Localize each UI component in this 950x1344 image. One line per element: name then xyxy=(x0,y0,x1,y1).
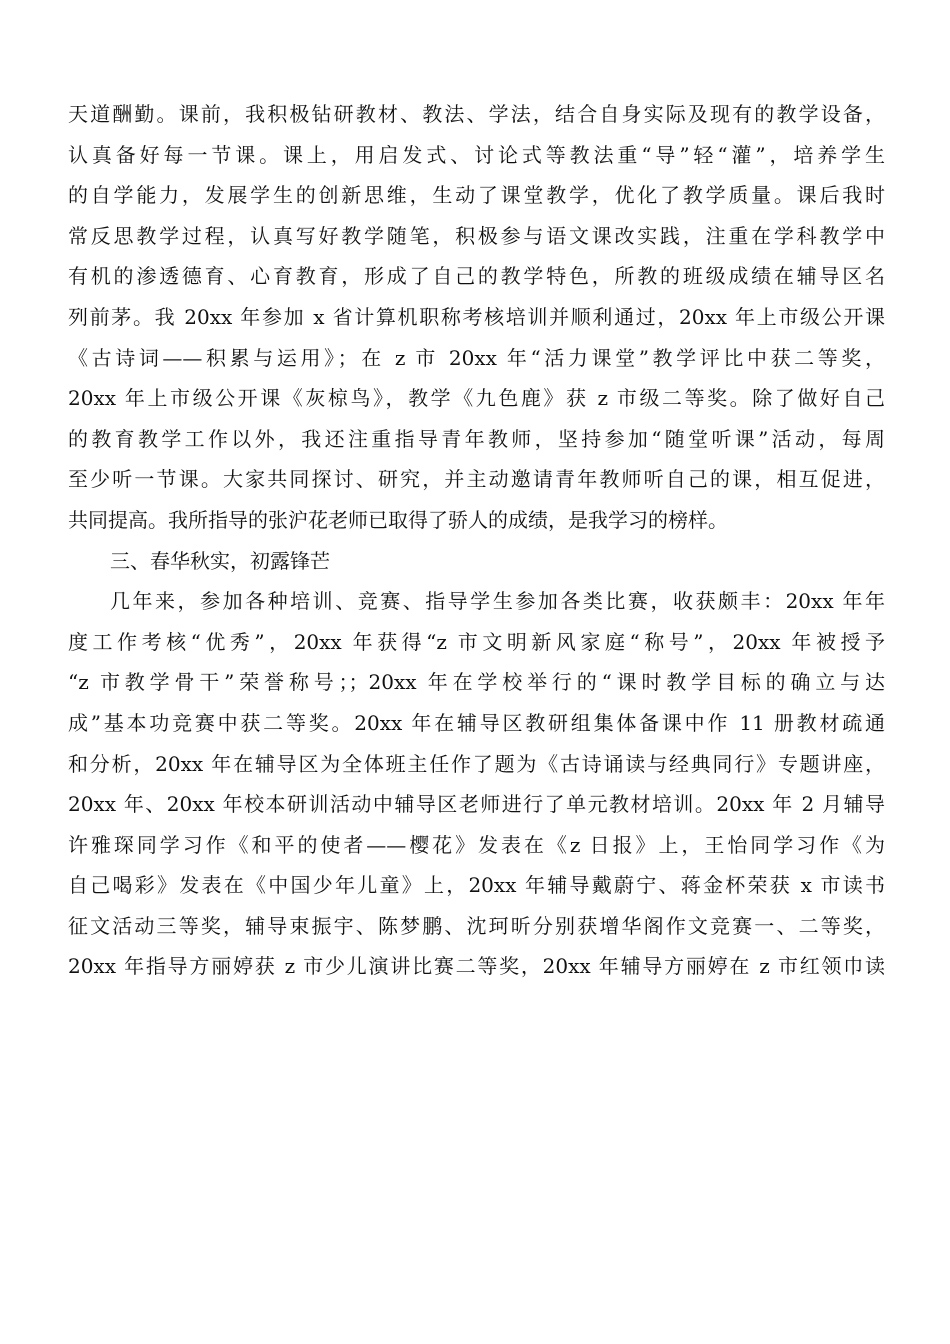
paragraph-2-line: 自己喝彩》发表在《中国少年儿童》上，20xx 年辅导戴蔚宁、蒋金杯荣获 x 市读书 xyxy=(68,873,885,898)
paragraph-1-line: 至少听一节课。大家共同探讨、研究，并主动邀请青年教师听自己的课，相互促进， xyxy=(68,467,885,492)
paragraph-1-line: 天道酬勤。课前，我积极钻研教材、教法、学法，结合自身实际及现有的教学设备， xyxy=(68,102,885,126)
paragraph-1-line: 常反思教学过程，认真写好教学随笔，积极参与语文课改实践，注重在学科教学中 xyxy=(68,223,885,248)
paragraph-1-line: 的自学能力，发展学生的创新思维，生动了课堂教学，优化了教学质量。课后我时 xyxy=(68,183,885,208)
paragraph-1-line: 《古诗词——积累与运用》；在 z 市 20xx 年“活力课堂”教学评比中获二等奖， xyxy=(68,345,885,370)
paragraph-2-line: 许雅琛同学习作《和平的使者——樱花》发表在《z 日报》上，王怡同学习作《为 xyxy=(68,832,885,857)
paragraph-1-line: 20xx 年上市级公开课《灰椋鸟》，教学《九色鹿》获 z 市级二等奖。除了做好自己 xyxy=(68,386,885,411)
paragraph-1-line: 认真备好每一节课。课上，用启发式、讨论式等教法重“导”轻“灌”，培养学生 xyxy=(68,142,885,167)
paragraph-2-line: 度工作考核“优秀”，20xx 年获得“z 市文明新风家庭“称号”，20xx 年被授予 xyxy=(68,629,885,654)
paragraph-2-line: 几年来，参加各种培训、竞赛、指导学生参加各类比赛，收获颇丰：20xx 年年 xyxy=(110,589,885,614)
paragraph-2-line: 20xx 年指导方丽婷获 z 市少儿演讲比赛二等奖，20xx 年辅导方丽婷在 z 市红领巾读 xyxy=(68,954,885,979)
paragraph-2-line: 征文活动三等奖，辅导束振宇、陈梦鹏、沈珂昕分别获增华阁作文竞赛一、二等奖， xyxy=(68,913,885,938)
paragraph-2-line: 和分析，20xx 年在辅导区为全体班主任作了题为《古诗诵读与经典同行》专题讲座， xyxy=(68,751,885,776)
paragraph-1-line: 的教育教学工作以外，我还注重指导青年教师，坚持参加“随堂听课”活动，每周 xyxy=(68,426,885,451)
paragraph-1-line: 共同提高。我所指导的张沪花老师已取得了骄人的成绩，是我学习的榜样。 xyxy=(68,507,728,532)
paragraph-2-line: 20xx 年、20xx 年校本研训活动中辅导区老师进行了单元教材培训。20xx 年 2 月辅导 xyxy=(68,792,885,817)
paragraph-1-line: 有机的渗透德育、心育教育，形成了自己的教学特色，所教的班级成绩在辅导区名 xyxy=(68,264,885,289)
paragraph-2-line: “z 市教学骨干”荣誉称号；；20xx 年在学校举行的“课时教学目标的确立与达 xyxy=(68,670,885,695)
paragraph-2-line: 成”基本功竞赛中获二等奖。20xx 年在辅导区教研组集体备课中作 11 册教材疏通 xyxy=(68,710,885,735)
document-body xyxy=(68,94,885,987)
paragraph-1-line: 列前茅。我 20xx 年参加 x 省计算机职称考核培训并顺利通过，20xx 年上市级公开课 xyxy=(68,304,885,329)
section-heading: 三、春华秋实，初露锋芒 xyxy=(110,548,330,573)
